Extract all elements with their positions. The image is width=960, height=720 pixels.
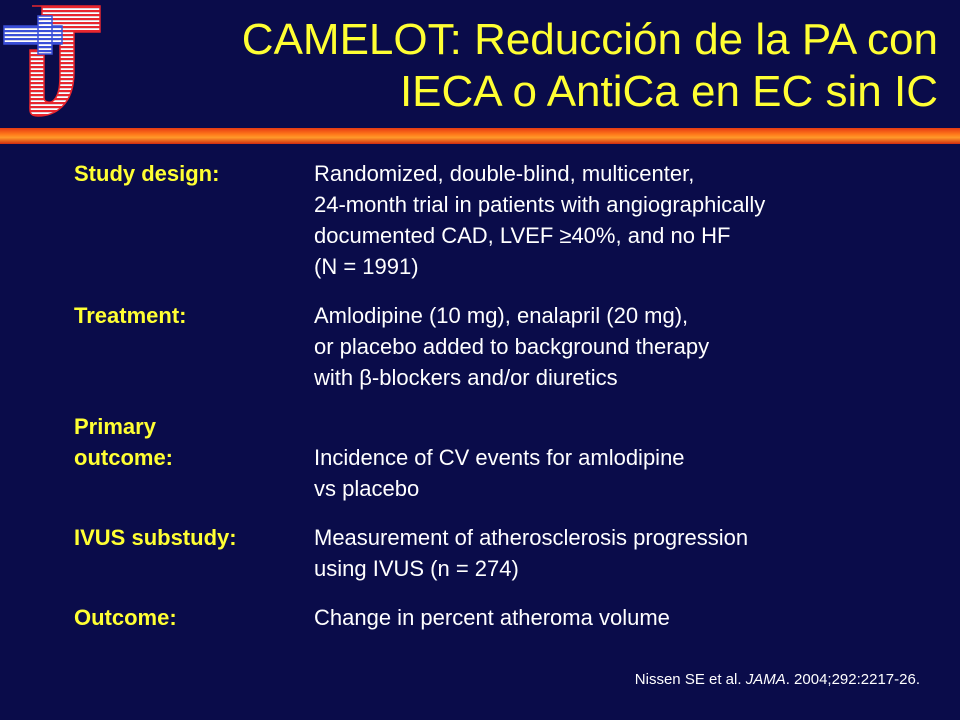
title-line-2: IECA o AntiCa en EC sin IC [399,67,938,116]
citation-details: . 2004;292:2217-26. [785,671,920,688]
citation-journal: JAMA [745,671,786,688]
row-value: Incidence of CV events for amlodipine vs placebo [314,445,685,501]
row-label: Primary outcome: [74,414,173,470]
slide-title [138,14,938,118]
row-study-design [74,158,944,282]
citation-authors: Nissen SE et al. [634,671,742,688]
hospital-logo-icon [2,2,110,120]
row-label: IVUS substudy: [74,525,237,550]
row-label: Study design: [74,161,220,186]
row-outcome [74,602,944,633]
study-summary [74,158,944,651]
row-treatment [74,300,944,393]
row-primary-outcome [74,411,944,504]
row-label: Treatment: [74,303,187,328]
row-value: Randomized, double-blind, multicenter, 24-month trial in patients with angiographically documented CAD, LVEF ≥40%, and no HF (N = 1991) [314,161,766,279]
row-value: Change in percent atheroma volume [314,605,670,630]
citation [635,670,920,690]
row-value: Amlodipine (10 mg), enalapril (20 mg), or placebo added to background therapy with β-blockers and/or diuretics [314,303,710,390]
title-line-1: CAMELOT: Reducción de la PA con [241,15,938,64]
row-label: Outcome: [74,605,177,630]
row-ivus-substudy [74,522,944,584]
row-value: Measurement of atherosclerosis progression using IVUS (n = 274) [314,525,749,581]
title-divider [0,128,960,144]
